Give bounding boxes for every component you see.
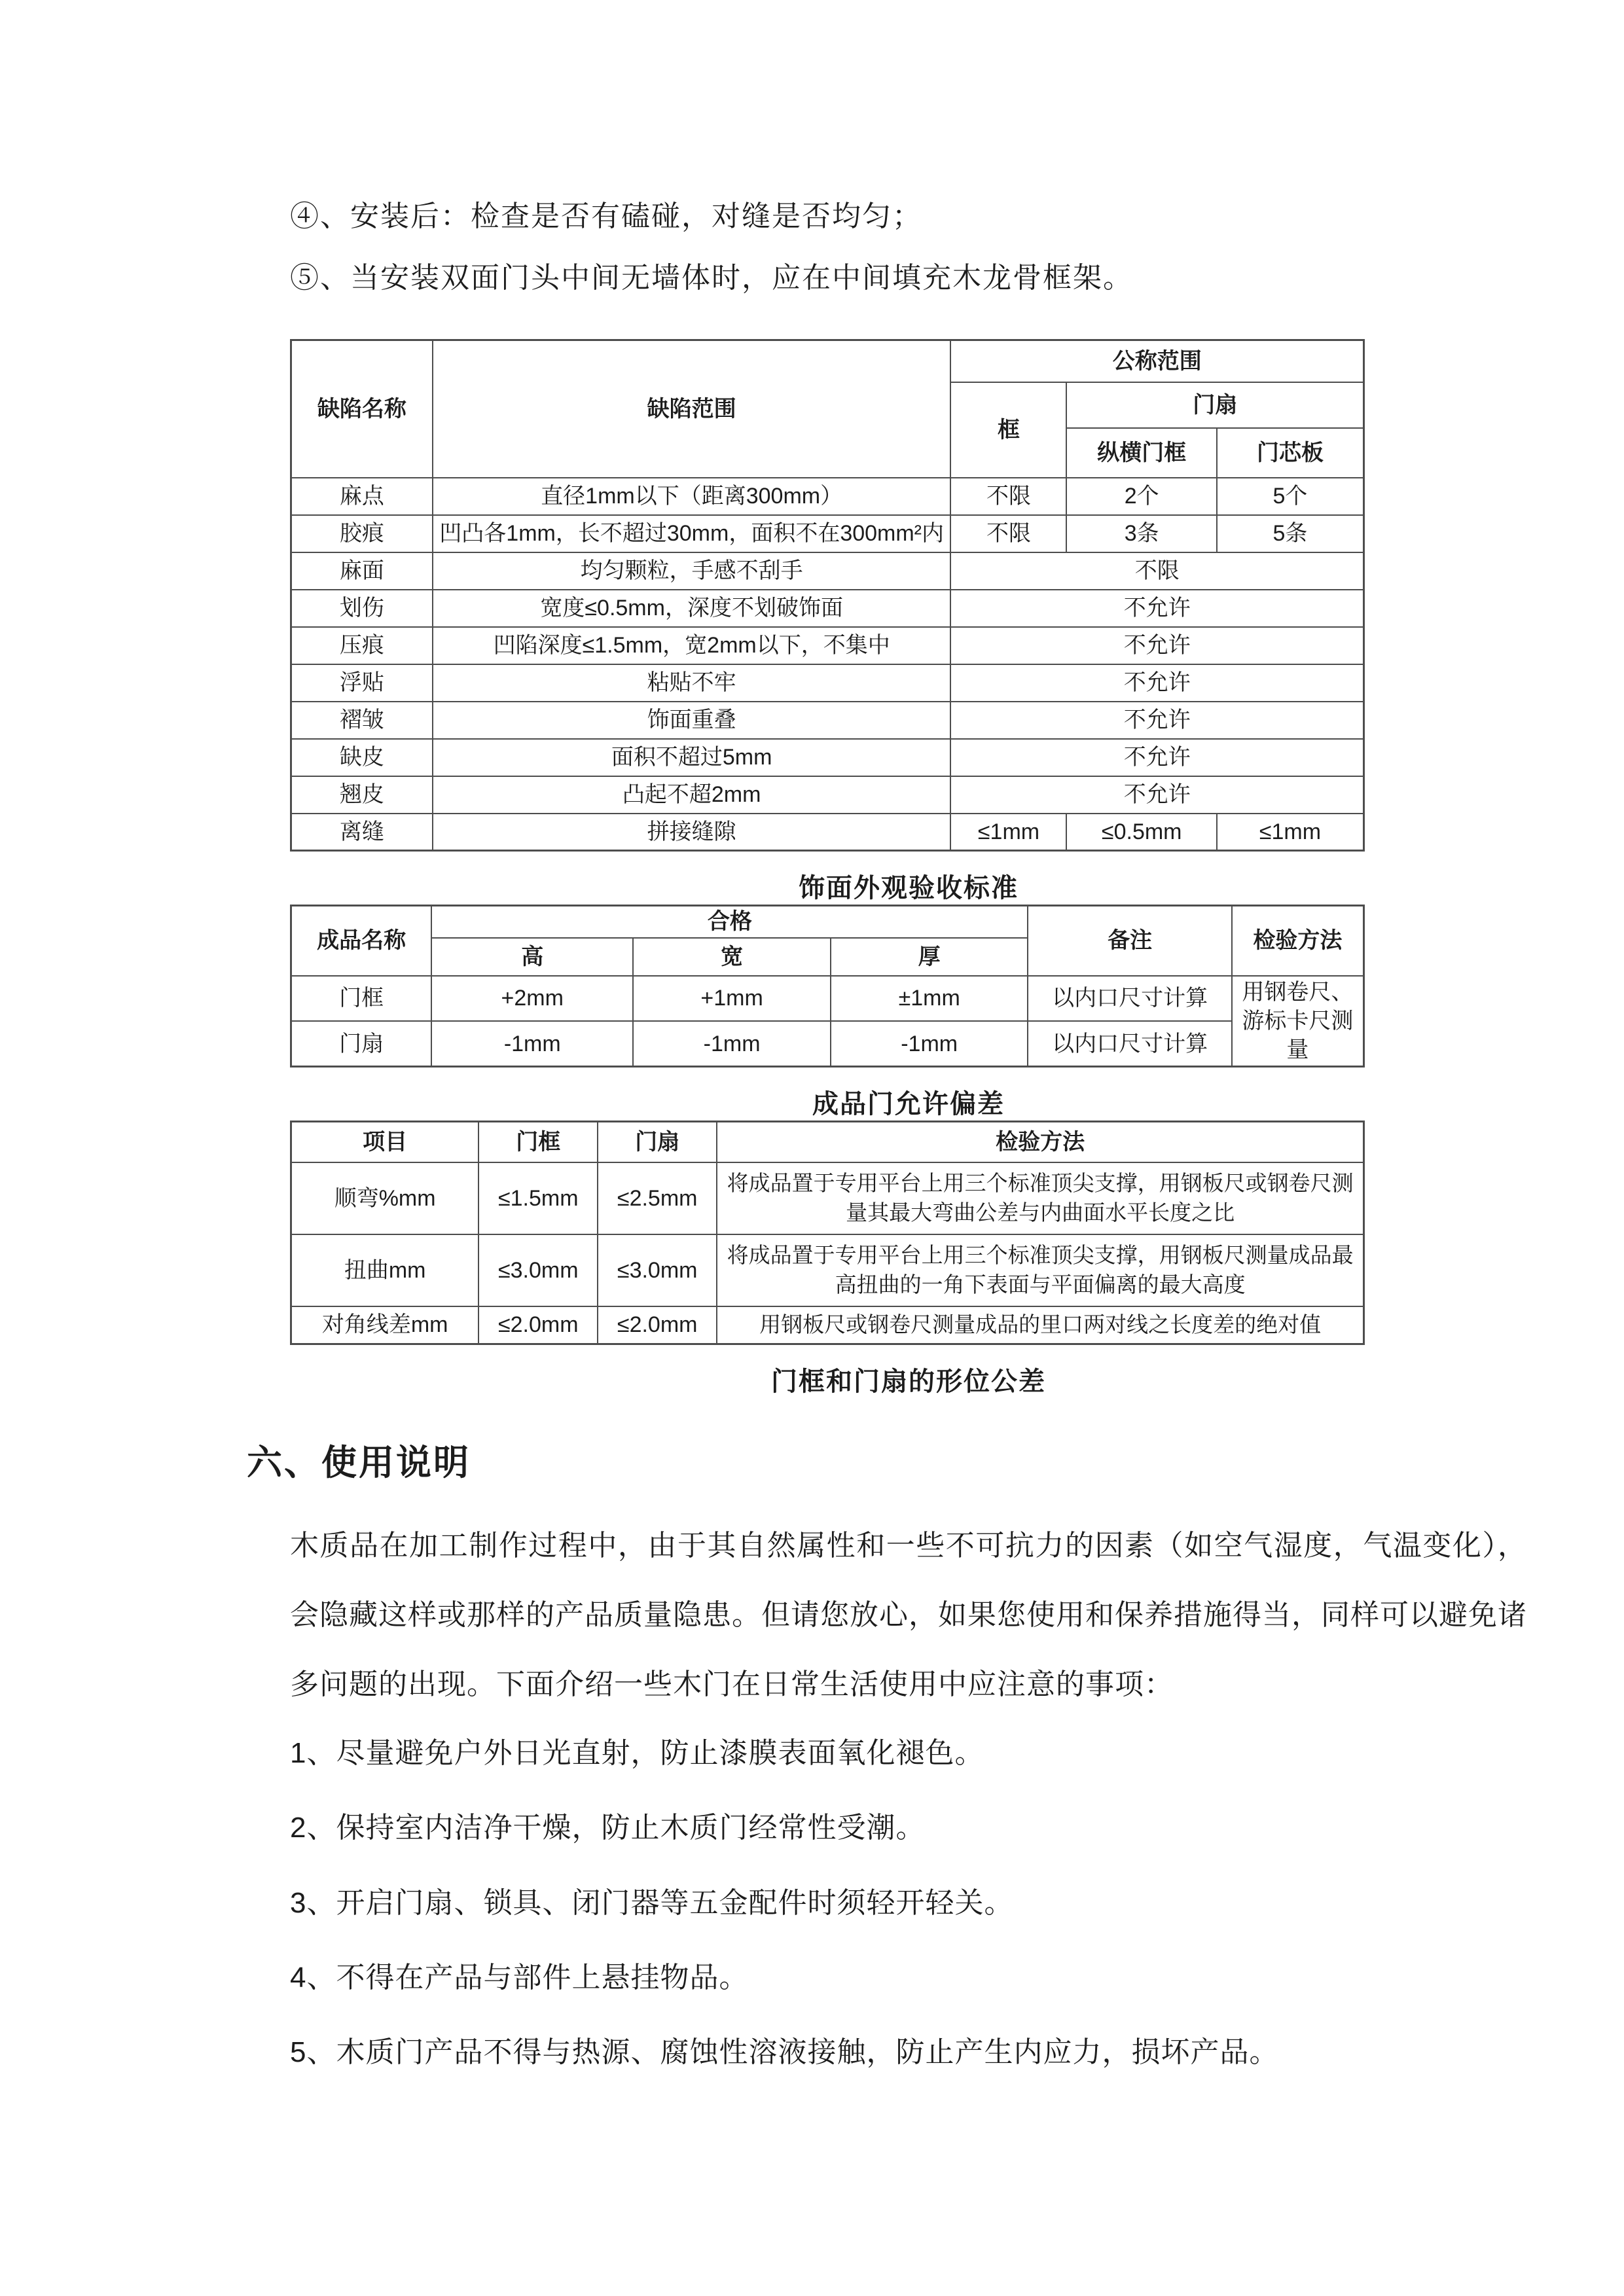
install-note-4: ④、安装后：检查是否有磕碰，对缝是否均匀； [290,200,922,232]
usage-items [290,1738,1527,2068]
cell-defect-range: 粘贴不牢 [433,664,951,702]
table-row [291,976,1364,1022]
cell-defect-range: 均匀颗粒，手感不刮手 [433,552,951,590]
cell-remark: 以内口尺寸计算 [1028,1021,1231,1067]
table-row [291,814,1364,851]
cell-defect-range: 拼接缝隙 [433,814,951,851]
header-cell-leaf: 门扇 [598,1122,717,1162]
cell-frame-limit: 不限 [950,515,1066,552]
cell-core-limit: 5个 [1217,478,1364,515]
cell-inspection-method: 用钢板尺或钢卷尺测量成品的里口两对线之长度差的绝对值 [717,1306,1363,1344]
cell-item: 对角线差mm [291,1306,479,1344]
usage-item-1: 1、尽量避免户外日光直射，防止漆膜表面氧化褪色。 [290,1737,984,1770]
header-cell-core-panel: 门芯板 [1217,428,1364,478]
cell-leaf-tolerance: ≤3.0mm [598,1234,717,1306]
finished-table-caption: 成品门允许偏差 [812,1090,1005,1119]
cell-frame-tolerance: ≤3.0mm [478,1234,598,1306]
cell-defect-name: 麻面 [291,552,433,590]
cell-defect-range: 凹凸各1mm，长不超过30mm，面积不在300mm²内 [433,515,951,552]
header-cell-height: 高 [431,938,633,976]
table-row [291,590,1364,627]
header-cell-defect-range: 缺陷范围 [433,340,951,478]
cell-defect-range: 凸起不超2mm [433,776,951,814]
cell-defect-name: 划伤 [291,590,433,627]
cell-defect-name: 褶皱 [291,702,433,739]
cell-width-tolerance: -1mm [633,1021,831,1067]
cell-limit-all: 不限 [950,552,1363,590]
cell-defect-range: 凹陷深度≤1.5mm，宽2mm以下，不集中 [433,627,951,664]
cell-frame-tolerance: ≤1.5mm [478,1162,598,1234]
usage-item-4: 4、不得在产品与部件上悬挂物品。 [290,1961,749,1994]
cell-frame-limit: ≤1mm [950,814,1066,851]
cell-thickness-tolerance: -1mm [831,1021,1028,1067]
cell-limit-all: 不允许 [950,739,1363,776]
usage-item-3: 3、开启门扇、锁具、闭门器等五金配件时须轻开轻关。 [290,1886,1014,1919]
usage-item-2: 2、保持室内洁净干燥，防止木质门经常性受潮。 [290,1812,926,1844]
table-header-row [291,1122,1364,1162]
cell-frame-limit: 不限 [950,478,1066,515]
cell-core-limit: 5条 [1217,515,1364,552]
table-row [291,1021,1364,1067]
cell-defect-name: 翘皮 [291,776,433,814]
cell-defect-range: 饰面重叠 [433,702,951,739]
table-row [291,1162,1364,1234]
table-header-row [291,906,1364,938]
cell-limit-all: 不允许 [950,702,1363,739]
cell-remark: 以内口尺寸计算 [1028,976,1231,1022]
header-cell-width: 宽 [633,938,831,976]
table-row [291,776,1364,814]
cell-leaf-tolerance: ≤2.5mm [598,1162,717,1234]
cell-leaf-tolerance: ≤2.0mm [598,1306,717,1344]
cell-limit-all: 不允许 [950,664,1363,702]
cell-item: 扭曲mm [291,1234,479,1306]
usage-item-5: 5、木质门产品不得与热源、腐蚀性溶液接触，防止产生内应力，损坏产品。 [290,2036,1279,2068]
install-note-5: ⑤、当安装双面门头中间无墙体时，应在中间填充木龙骨框架。 [290,262,1133,295]
table-row [291,552,1364,590]
cell-defect-range: 直径1mm以下（距离300mm） [433,478,951,515]
cell-defect-range: 宽度≤0.5mm，深度不划破饰面 [433,590,951,627]
cell-core-limit: ≤1mm [1217,814,1364,851]
table-row [291,702,1364,739]
cell-item: 顺弯%mm [291,1162,479,1234]
table-row [291,1234,1364,1306]
header-cell-frame: 门框 [478,1122,598,1162]
header-cell-remark: 备注 [1028,906,1231,976]
table-row [291,664,1364,702]
cell-inspection-method: 用钢卷尺、游标卡尺测量 [1232,976,1364,1067]
cell-product-name: 门扇 [291,1021,432,1067]
cell-defect-name: 压痕 [291,627,433,664]
cell-stile-limit: 2个 [1066,478,1216,515]
header-cell-stile-rail: 纵横门框 [1066,428,1216,478]
header-cell-item: 项目 [291,1122,479,1162]
header-cell-frame: 框 [950,382,1066,478]
tolerance-table [290,1121,1365,1345]
table-row [291,515,1364,552]
header-cell-product-name: 成品名称 [291,906,432,976]
header-cell-method: 检验方法 [1232,906,1364,976]
header-cell-thickness: 厚 [831,938,1028,976]
cell-defect-name: 缺皮 [291,739,433,776]
cell-limit-all: 不允许 [950,590,1363,627]
finished-product-table [290,905,1365,1067]
table-row [291,627,1364,664]
table-row [291,478,1364,515]
cell-defect-range: 面积不超过5mm [433,739,951,776]
section-heading-usage: 六、使用说明 [247,1443,471,1483]
cell-height-tolerance: -1mm [431,1021,633,1067]
tolerance-table-caption: 门框和门扇的形位公差 [771,1367,1046,1397]
usage-paragraph: 木质品在加工制作过程中，由于其自然属性和一些不可抗力的因素（如空气湿度，气温变化），会隐藏这样或那样的产品质量隐患。但请您放心，如果您使用和保养措施得当，同样可以避免诸多问题的出现。下面介绍一些木门在日常生活使用中应注意的事项： [290,1530,1527,1700]
header-cell-door-leaf: 门扇 [1066,382,1363,428]
defect-standard-table [290,339,1365,852]
cell-stile-limit: 3条 [1066,515,1216,552]
cell-frame-tolerance: ≤2.0mm [478,1306,598,1344]
table-row [291,1306,1364,1344]
header-cell-defect-name: 缺陷名称 [291,340,433,478]
cell-stile-limit: ≤0.5mm [1066,814,1216,851]
header-cell-method: 检验方法 [717,1122,1363,1162]
cell-width-tolerance: +1mm [633,976,831,1022]
header-cell-nominal-range: 公称范围 [950,340,1363,382]
cell-product-name: 门框 [291,976,432,1022]
table-row [291,739,1364,776]
cell-defect-name: 麻点 [291,478,433,515]
defect-table-caption: 饰面外观验收标准 [799,874,1019,903]
cell-height-tolerance: +2mm [431,976,633,1022]
cell-inspection-method: 将成品置于专用平台上用三个标准顶尖支撑，用钢板尺测量成品最高扭曲的一角下表面与平面偏离的最大高度 [717,1234,1363,1306]
cell-limit-all: 不允许 [950,627,1363,664]
cell-limit-all: 不允许 [950,776,1363,814]
cell-defect-name: 离缝 [291,814,433,851]
table-header-row [291,340,1364,382]
cell-defect-name: 胶痕 [291,515,433,552]
header-cell-qualified: 合格 [431,906,1028,938]
cell-thickness-tolerance: ±1mm [831,976,1028,1022]
cell-defect-name: 浮贴 [291,664,433,702]
cell-inspection-method: 将成品置于专用平台上用三个标准顶尖支撑，用钢板尺或钢卷尺测量其最大弯曲公差与内曲面水平长度之比 [717,1162,1363,1234]
